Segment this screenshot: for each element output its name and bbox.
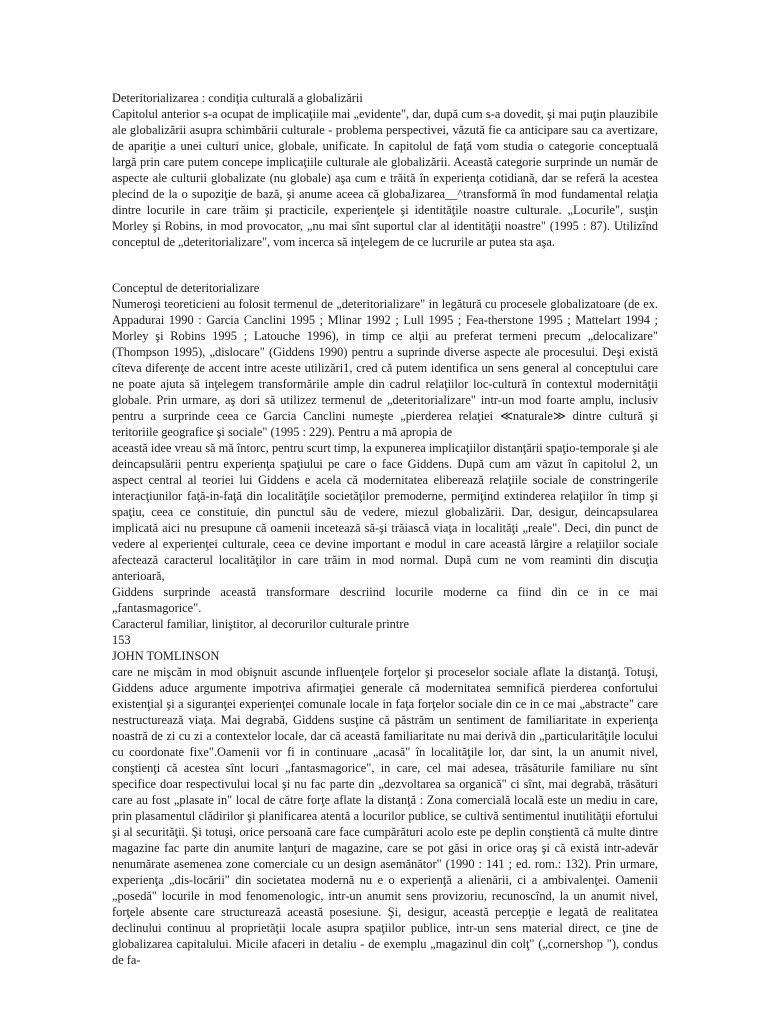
section-spacer: [112, 250, 658, 280]
running-header: JOHN TOMLINSON: [112, 649, 220, 663]
section-title: Conceptul de deteritorializare: [112, 281, 260, 295]
paragraph: care ne mişcăm in mod obişnuit ascunde influenţele forţelor şi proceselor sociale aflate la distanţă. Totuşi, Giddens aduce argumente impotriva afirmaţiei generale că modernitatea semnifică pierderea confortului existenţial şi a siguranţei experienţei comunale locale in faţa forţelor sociale din ce in ce mai „abstracte" care nestructurează viaţa. Mai degrabă, Giddens susţine că păstrăm un sentiment de familiaritate in experienţa noastră de zi cu zi a contextelor locale, dar că această familiaritate nu mai derivă din „particularităţile locului cu coordonate fixe".Oamenii vor fi in continuare „acasă" în localităţile lor, dar sint, la un anumit nivel, conştienţi că acestea sînt locuri „fantasmagorice", in care, cel mai adesea, trăsăturile familiare nu sînt specifice doar respectivului local şi nu fac parte din „dezvoltarea sa organică" ci sînt, mai degrabă, trăsături care au fost „plasate in" local de către forţe aflate la distanţă : Zona comercială locală este un mediu in care, prin plasamentul clădirilor şi planificarea atentă a locurilor publice, se cultivă sentimentul inutilităţii efortului şi al securităţii. Şi totuşi, orice persoană care face cumpărături acolo este pe deplin conştientă că multe dintre magazine fac parte din anumite lanţuri de magazine, care se pot găsi in orice oraş şi că există intr-adevăr nenumărate asemenea zone comerciale cu un design asemănător" (1990 : 141 ; ed. rom.: 132). Prin urmare, experienţa „dis-locării" din societatea modernă nu e o experienţă a alienării, ci a ambivalenţei. Oamenii „posedă" locurile in mod fenomenologic, intr-un anumit sens provizoriu, recunoscînd, la un anumit nivel, forţele absente care structurează această posesiune. Şi, desigur, această percepţie e legată de realitatea declinului continuu al proprietăţii locale asupra spaţiilor publice, intr-un sens material direct, ce ţine de globalizarea capitalului. Micile afaceri in detaliu - de exemplu „magazinul din colţ" („cornershop "), condus de fa-: [112, 665, 658, 967]
section-title: Deteritorializarea : condiţia culturală a globalizării: [112, 91, 363, 105]
paragraph: Capitolul anterior s-a ocupat de implicaţiile mai „evidente", dar, după cum s-a dovedit, şi mai puţin plauzibile ale globalizării asupra schimbării culturale - problema perspectivei, văzută fie ca anticipare sau ca avertizare, de apariţie a unei culturi unice, globale, unificate. In capitolul de faţă vom studia o categorie conceptuală largă prin care putem concepe implicaţiile culturale ale globalizării. Această categorie surprinde un număr de aspecte ale culturii globalizate (nu globale) aşa cum e trăită în experienţa cotidiană, dar se referă la acestea plecind de la o supoziţie de bază, şi anume aceea că globaJizarea__^transformă în mod fundamental relaţia dintre locurile in care trăim şi practicile, experienţele şi identităţile noastre culturale. „Locurile", susţin Morley şi Robins, in mod provocator, „nu mai sînt suportul clar al identităţii noastre" (1995 : 87). Utilizînd conceptul de „deteritorializare", vom incerca să inţelegem de ce lucrurile ar putea sta aşa.: [112, 107, 658, 249]
paragraph: Caracterul familiar, liniştitor, al decorurilor culturale printre: [112, 617, 409, 631]
document-page: [112, 90, 658, 968]
page-number: 153: [112, 633, 131, 647]
paragraph: această idee vreau să mă întorc, pentru scurt timp, la expunerea implicaţiilor distanţării spaţio-temporale şi ale deincapsulării pentru experienţa spaţiului pe care o face Giddens. După cum am văzut în capitolul 2, un aspect central al teoriei lui Giddens e acela că modernitatea eliberează relaţiile sociale de constringerile interacţiunilor faţă-in-faţă din localităţile societăţilor premoderne, permiţind extinderea relaţiilor în timp şi spaţiu, ceea ce constituie, din punctul său de vedere, miezul globalizării. Dar, desigur, deincapsularea implicată aici nu presupune că oamenii incetează să-şi trăiască viaţa in localităţi „reale". Deci, din punct de vedere al experienţei culturale, ceea ce devine important e modul in care această lărgire a relaţiilor sociale afectează caracterul localităţilor in care trăim in mod normal. După cum ne vom reaminti din discuţia anterioară,: [112, 441, 659, 583]
paragraph: Numeroşi teoreticieni au folosit termenul de „deteritorializare" in legătură cu procesele globalizatoare (de ex. Appadurai 1990 : Garcia Canclini 1995 ; Mlinar 1992 ; Lull 1995 ; Fea-therstone 1995 ; Mattelart 1994 ; Morley şi Robins 1995 ; Latouche 1996), in timp ce alţii au preferat termeni precum „delocalizare" (Thompson 1995), „dislocare" (Giddens 1990) pentru a suprinde diverse aspecte ale procesului. Deşi există cîteva diferenţe de accent intre aceste utilizări1, cred că putem identifica un sens general al conceptului care ne poate ajuta să inţelegem transformările ample din cadrul relaţiilor loc-cultură în contextul modernităţii globale. Prin urmare, aş dori să utilizez termenul de „deteritorializare" intr-un mod foarte amplu, inclusiv pentru a surprinde ceea ce Garcia Canclini numeşte „pierderea relaţiei ≪naturale≫ dintre cultură şi teritoriile geografice şi sociale" (1995 : 229). Pentru a mă apropia de: [112, 297, 658, 439]
paragraph: Giddens surprinde această transformare descriind locurile moderne ca fiind din ce in ce mai „fantasmagorice".: [112, 585, 658, 615]
